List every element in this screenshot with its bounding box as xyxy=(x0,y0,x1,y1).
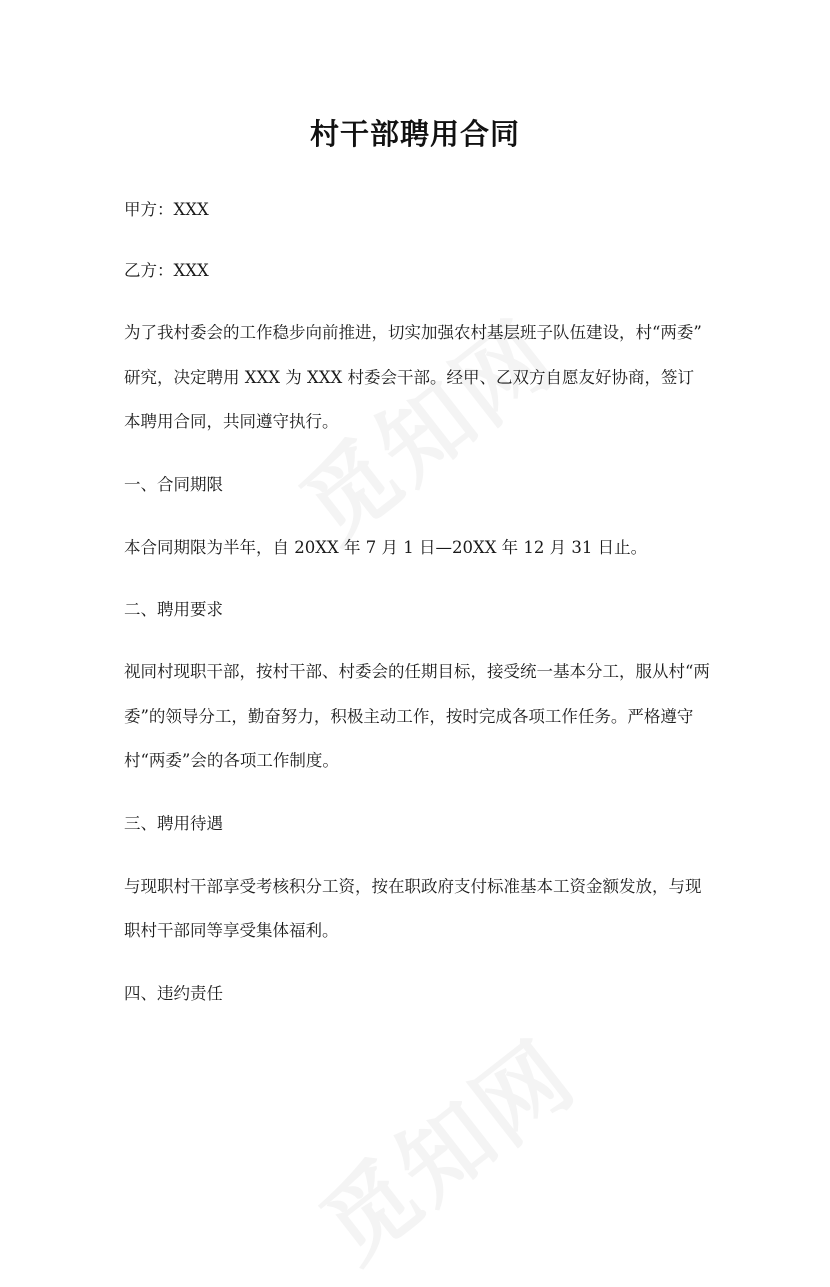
section-heading-term: 一、合同期限 xyxy=(124,475,223,494)
document-title: 村干部聘用合同 xyxy=(309,117,520,151)
intro-paragraph-line: 本聘用合同，共同遵守执行。 xyxy=(124,412,339,431)
section-heading-requirements: 二、聘用要求 xyxy=(124,600,223,619)
requirements-paragraph-line: 视同村现职干部，按村干部、村委会的任期目标，接受统一基本分工，服从村“两 xyxy=(124,662,710,681)
intro-paragraph-line: 为了我村委会的工作稳步向前推进，切实加强农村基层班子队伍建设，村“两委” xyxy=(124,323,702,342)
intro-paragraph-line: 研究，决定聘用 XXX 为 XXX 村委会干部。经甲、乙双方自愿友好协商，签订 xyxy=(124,368,694,387)
requirements-paragraph-line: 委”的领导分工，勤奋努力，积极主动工作，按时完成各项工作任务。严格遵守 xyxy=(124,707,694,726)
compensation-paragraph-line: 职村干部同等享受集体福利。 xyxy=(124,921,339,940)
section-heading-compensation: 三、聘用待遇 xyxy=(124,814,223,833)
party-a-line: 甲方：XXX xyxy=(124,200,209,219)
watermark xyxy=(290,1005,598,1286)
section-heading-liability: 四、违约责任 xyxy=(124,984,223,1003)
term-paragraph-line: 本合同期限为半年，自 20XX 年 7 月 1 日—20XX 年 12 月 31 日止。 xyxy=(124,538,648,557)
requirements-paragraph-line: 村“两委”会的各项工作制度。 xyxy=(124,751,339,770)
compensation-paragraph-line: 与现职村干部享受考核积分工资，按在职政府支付标准基本工资金额发放，与现 xyxy=(124,877,702,896)
party-b-line: 乙方：XXX xyxy=(124,261,209,280)
